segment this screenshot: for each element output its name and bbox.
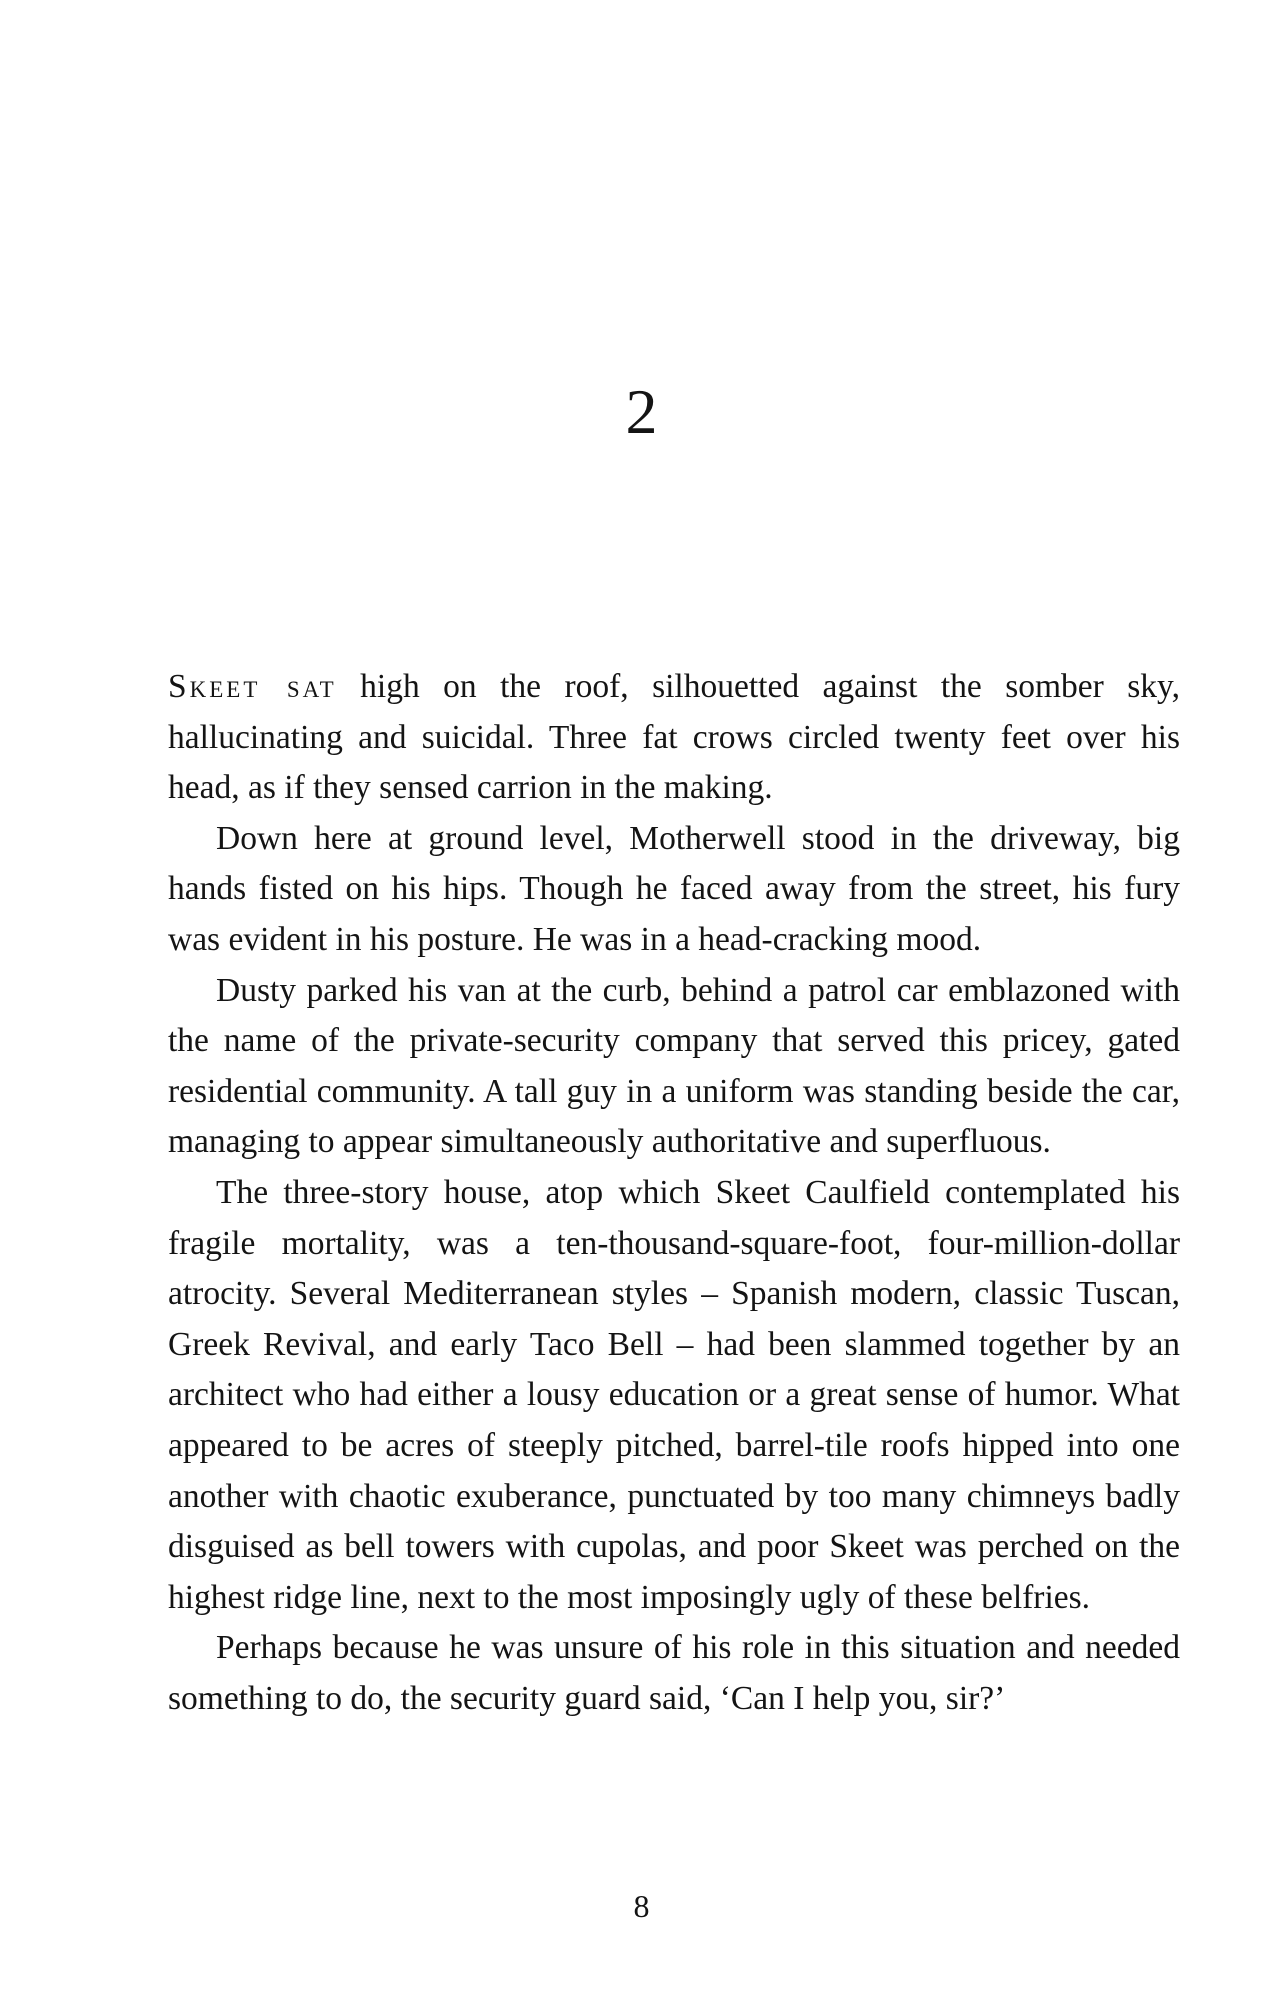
paragraph-3: Dusty parked his van at the curb, behind a patrol car emblazoned with the name of the private-security company that served this pricey, gated residential community. A tall guy in a uniform was standing beside the car, managing to appear simultaneously authoritative and superfluous. — [168, 971, 1180, 1161]
paragraph-lead-smallcaps: Skeet sat — [168, 668, 337, 705]
body-text — [168, 662, 1180, 1724]
chapter-number: 2 — [625, 376, 658, 447]
paragraph-4: The three-story house, atop which Skeet Caulfield contemplated his fragile mortality, was a ten-thousand-square-foot, four-million-dollar atrocity. Several Mediterranean styles – Spanish modern, classic Tuscan, Greek Revival, and early Taco Bell – had been slammed together by an architect who had either a lousy education or a great sense of humor. What appeared to be acres of steeply pitched, barrel-tile roofs hipped into one another with chaotic exuberance, punctuated by too many chimneys badly disguised as bell towers with cupolas, and poor Skeet was perched on the highest ridge line, next to the most imposingly ugly of these belfries. — [168, 1173, 1180, 1616]
paragraph-text: high on the roof, silhouetted against the somber sky, hallucinating and suicidal. Three fat crows circled twenty feet over his head, as if they sensed carrion in the making. — [168, 668, 1180, 807]
paragraph-5: Perhaps because he was unsure of his role in this situation and needed something to do, the security guard said, ‘Can I help you, sir?’ — [168, 1629, 1180, 1717]
page-number: 8 — [633, 1888, 650, 1924]
paragraph-1 — [168, 662, 1180, 814]
paragraph-2: Down here at ground level, Motherwell stood in the driveway, big hands fisted on his hips. Though he faced away from the street, his fury was evident in his posture. He was in a head-cracking mood. — [168, 819, 1180, 958]
